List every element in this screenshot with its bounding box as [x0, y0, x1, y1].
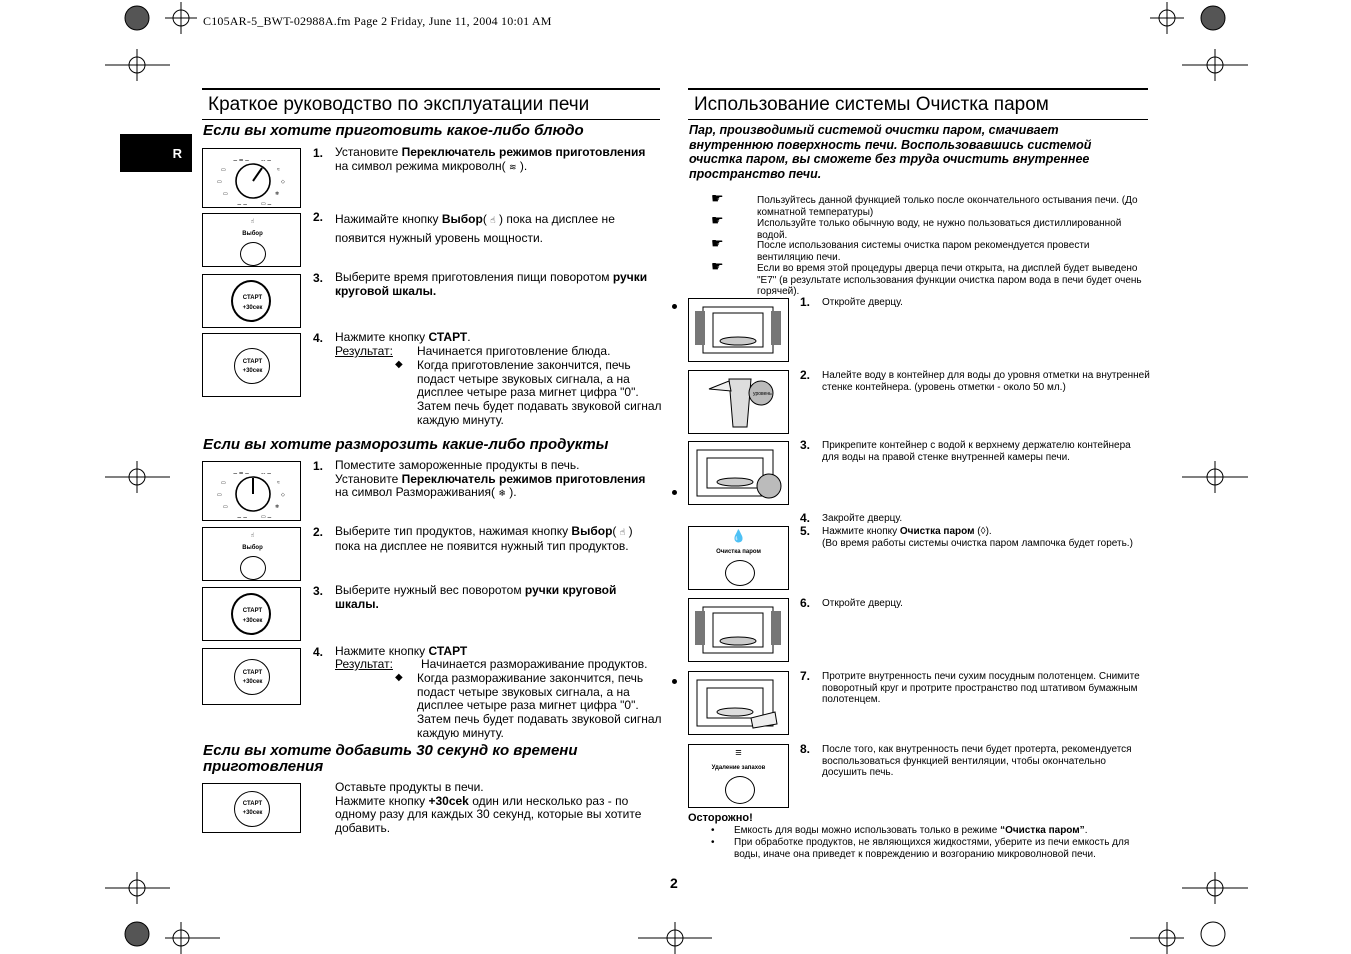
pointing-hand-icon: ☛	[711, 190, 724, 206]
caution-item: Емкость для воды можно использовать только в режиме “Очистка паром”.	[734, 825, 1088, 836]
svg-text:▭ ⚊: ▭ ⚊	[261, 514, 272, 520]
deodor-button-image: ≡ Удаление запахов	[688, 744, 789, 808]
svg-text:⚊ ⚌ ⚊: ⚊ ⚌ ⚊	[233, 470, 250, 476]
section-heading: Если вы хотите разморозить какие-либо продукты	[203, 436, 609, 453]
step-text: Нажимайте кнопку Выбор( ☝ ) пока на дисплее не появится нужный уровень мощности.	[335, 212, 615, 245]
step-text: Установите Переключатель режимов приготовления на символ режима микроволн( ≋ ).	[335, 145, 646, 173]
step-number: 4.	[313, 645, 324, 659]
mode-dial-icon	[203, 462, 302, 522]
step-number: 2.	[313, 210, 324, 224]
note-text: Если во время этой процедуры дверца печи открыта, на дисплей будет выведено "E7" (в результате использования функции очистка паром вода в печи будет очень горячей).	[757, 263, 1142, 297]
select-button-image: ☝ Выбор	[202, 213, 301, 267]
steam-drop-icon: ◊	[980, 526, 986, 537]
step-number: 3.	[800, 438, 811, 452]
mode-dial-image	[202, 148, 301, 208]
start-button-image: СТАРТ +30сек	[202, 783, 301, 833]
step-text: После того, как внутренность печи будет протерта, рекомендуется воспользоваться функцией вентиляции, чтобы окончательно досушить печь.	[822, 744, 1132, 778]
step-number: 8.	[800, 742, 811, 756]
water-container-icon	[689, 371, 788, 433]
step-number: 1.	[313, 146, 324, 160]
note-text: После использования системы очистка паром рекомендуется провести вентиляцию печи.	[757, 240, 1090, 263]
pointing-hand-icon: ☝	[619, 527, 626, 537]
page-number: 2	[670, 875, 678, 891]
step-text: Выберите тип продуктов, нажимая кнопку Выбор( ☝ ) пока на дисплее не появится нужный тип продуктов.	[335, 524, 633, 553]
dial-start-image: СТАРТ +30сек	[202, 274, 301, 328]
svg-text:≈: ≈	[277, 480, 280, 486]
start-button-image: СТАРТ +30сек	[202, 648, 301, 705]
defrost-symbol-icon: ❄	[498, 488, 506, 499]
step-text: Оставьте продукты в печи. Нажмите кнопку +30cek один или несколько раз - по одному разу для каждых 30 секунд, которые вы хотите добавить.	[335, 780, 642, 836]
microwave-symbol-icon: ≋	[508, 161, 517, 172]
caution-heading: Осторожно!	[688, 812, 753, 824]
start-button-image: СТАРТ +30сек	[202, 333, 301, 397]
pointing-hand-icon: ☛	[711, 212, 724, 228]
svg-text:⚊ ⚊: ⚊ ⚊	[237, 514, 248, 520]
svg-text:◇: ◇	[281, 179, 285, 185]
result-text: Начинается приготовление блюда.	[417, 344, 611, 358]
step-text: Прикрепите контейнер с водой к верхнему держателю контейнера для воды на правой стенке внутренней камеры печи.	[822, 440, 1131, 463]
svg-text:⚋ ⚊: ⚋ ⚊	[261, 157, 272, 163]
svg-text:⚋ ⚊: ⚋ ⚊	[261, 470, 272, 476]
mode-dial-image	[202, 461, 301, 521]
note-text: Пользуйтесь данной функцией только после окончательного остывания печи. (До комнатной температуры)	[757, 195, 1138, 218]
svg-text:уровень: уровень	[753, 391, 772, 397]
oven-interior-icon	[689, 672, 788, 734]
oven-interior-icon	[689, 599, 788, 661]
svg-text:▭: ▭	[223, 504, 228, 510]
step-number: 4.	[800, 511, 811, 525]
step-text: Поместите замороженные продукты в печь. Установите Переключатель режимов приготовления на символ Размораживания( ❄ ).	[335, 458, 646, 500]
result-text: Начинается размораживание продуктов.	[421, 657, 648, 671]
vent-icon: ≡	[735, 747, 742, 759]
note-text: Используйте только обычную воду, не нужно пользоваться дистиллированной водой.	[757, 218, 1122, 241]
page-title-right: Использование системы Очистка паром	[688, 88, 1148, 120]
oven-interior-image	[688, 298, 789, 362]
svg-text:▭: ▭	[221, 167, 226, 173]
caution-item: При обработке продуктов, не являющихся жидкостями, уберите из печи емкость для воды, иначе она приведет к повреждению и возгоранию микроволновой печи.	[734, 837, 1130, 860]
pointing-hand-icon: ☛	[711, 258, 724, 274]
svg-text:▭: ▭	[217, 492, 222, 498]
step-number: 2.	[800, 368, 811, 382]
language-tab: R	[120, 134, 192, 172]
pointing-hand-icon: ☝	[250, 219, 255, 225]
oven-interior-image	[688, 441, 789, 505]
pointing-hand-icon: ☛	[711, 235, 724, 251]
svg-text:❄: ❄	[275, 504, 280, 510]
step-text: Налейте воду в контейнер для воды до уровня отметки на внутренней стенке контейнера. (уровень отметки - около 50 мл.)	[822, 370, 1150, 393]
section-heading: Если вы хотите приготовить какое-либо блюдо	[203, 122, 584, 139]
page-title-left: Краткое руководство по эксплуатации печи	[202, 88, 660, 120]
step-text: Протрите внутренность печи сухим посудным полотенцем. Снимите поворотный круг и протрите пространство под штативом бумажным полотенцем.	[822, 671, 1140, 705]
step-text: Нажмите кнопку СТАРТ.	[335, 330, 471, 344]
svg-text:▭: ▭	[217, 179, 222, 185]
step-number: 7.	[800, 669, 811, 683]
bullet-diamond-icon: ◆	[395, 672, 403, 683]
step-text: Откройте дверцу.	[822, 297, 903, 308]
file-header: C105AR-5_BWT-02988A.fm Page 2 Friday, June 11, 2004 10:01 AM	[203, 14, 552, 28]
bullet-dot-icon: •	[711, 837, 715, 848]
oven-interior-image	[688, 598, 789, 662]
step-text: Нажмите кнопку СТАРТ	[335, 644, 468, 658]
margin-dot	[672, 679, 677, 684]
svg-text:⚊ ⚊: ⚊ ⚊	[237, 201, 248, 207]
result-bullet: Когда размораживание закончится, печь подаст четыре звуковых сигнала, а на дисплее четыре раза мигнет цифра "0". Затем печь будет подавать звуковой сигнал каждую минуту.	[417, 671, 662, 740]
step-text: Нажмите кнопку Очистка паром (◊). (Во время работы системы очистка паром лампочка будет гореть.)	[822, 526, 1133, 549]
svg-text:❄: ❄	[275, 191, 280, 197]
steam-clean-button-image: 💧 Очистка паром	[688, 526, 789, 590]
steam-drop-icon: 💧	[731, 529, 746, 543]
pointing-hand-icon: ☝	[250, 533, 255, 539]
oven-interior-icon	[689, 299, 788, 361]
svg-text:▭ ⚊: ▭ ⚊	[261, 201, 272, 207]
step-text: Закройте дверцу.	[822, 513, 903, 524]
step-number: 2.	[313, 525, 324, 539]
result-label: Результат:	[335, 657, 393, 671]
select-button-image: ☝ Выбор	[202, 527, 301, 581]
step-number: 5.	[800, 524, 811, 538]
step-text: Выберите время приготовления пищи поворотом ручки круговой шкалы.	[335, 270, 648, 298]
step-number: 1.	[800, 295, 811, 309]
svg-text:⚊ ⚌ ⚊: ⚊ ⚌ ⚊	[233, 157, 250, 163]
svg-text:≈: ≈	[277, 167, 280, 173]
step-number: 3.	[313, 584, 324, 598]
step-text: Откройте дверцу.	[822, 598, 903, 609]
margin-dot	[672, 304, 677, 309]
step-number: 6.	[800, 596, 811, 610]
intro-text: Пар, производимый системой очистки паром, смачивает внутреннюю поверхность печи. Воспользовавшись системой очистка паром, вы сможете без труда очистить внутреннее пространство печи.	[689, 123, 1092, 181]
svg-text:▭: ▭	[223, 191, 228, 197]
step-text: Выберите нужный вес поворотом ручки круговой шкалы.	[335, 583, 617, 611]
svg-text:▭: ▭	[221, 480, 226, 486]
result-label: Результат:	[335, 344, 393, 358]
bullet-dot-icon: •	[711, 825, 715, 836]
section-heading: Если вы хотите добавить 30 секунд ко времени приготовления	[203, 742, 578, 775]
mode-dial-icon	[203, 149, 302, 209]
bullet-diamond-icon: ◆	[395, 359, 403, 370]
step-number: 1.	[313, 459, 324, 473]
result-bullet: Когда приготовление закончится, печь подаст четыре звуковых сигнала, а на дисплее четыре раза мигнет цифра "0". Затем печь будет подавать звуковой сигнал каждую минуту.	[417, 358, 662, 427]
oven-interior-image	[688, 671, 789, 735]
water-container-image	[688, 370, 789, 434]
margin-dot	[672, 490, 677, 495]
dial-start-image: СТАРТ +30сек	[202, 587, 301, 641]
step-number: 3.	[313, 271, 324, 285]
pointing-hand-icon: ☝	[490, 215, 496, 225]
oven-interior-icon	[689, 442, 788, 504]
svg-text:◇: ◇	[281, 492, 285, 498]
step-number: 4.	[313, 331, 324, 345]
